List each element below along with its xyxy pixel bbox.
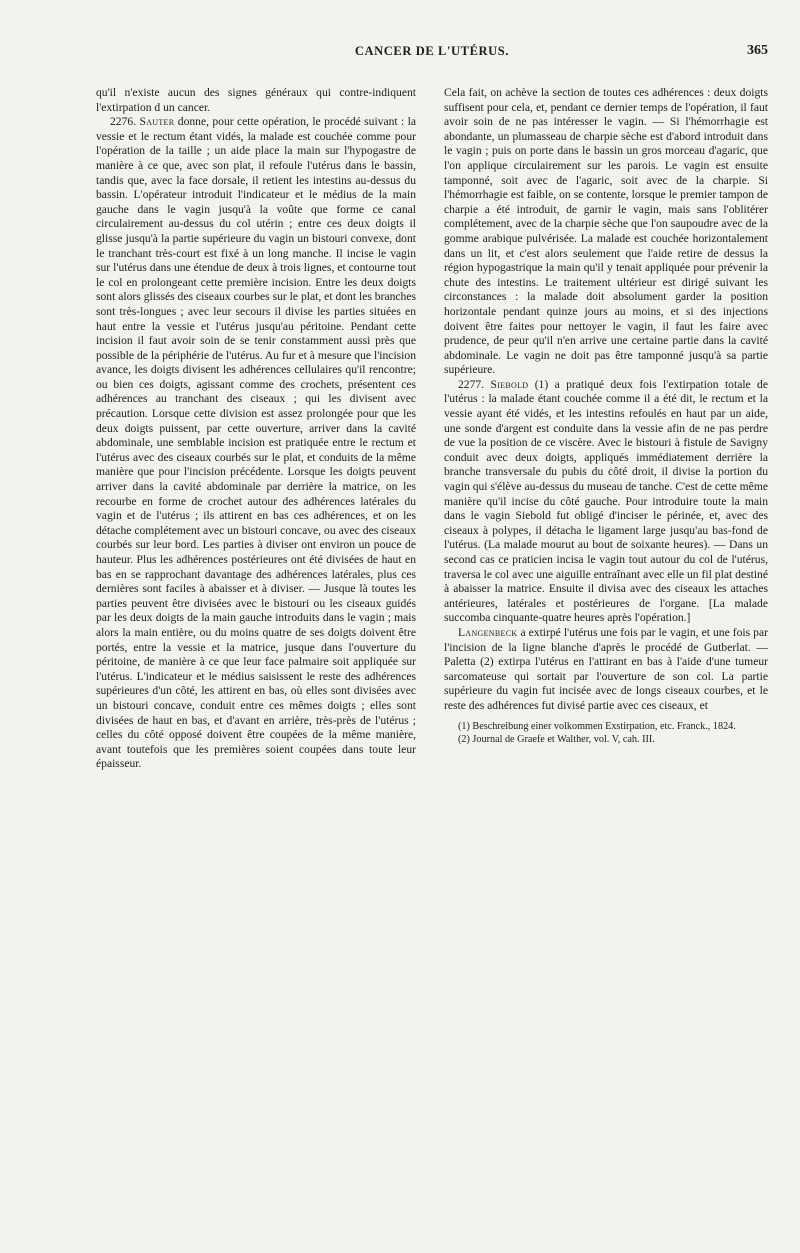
paragraph: qu'il n'existe aucun des signes généraux qui contre-indiquent l'extirpation d un cancer. (96, 86, 416, 114)
right-column (444, 86, 768, 746)
footnote: (1) Beschreibung einer volkommen Exstirpation, etc. Franck., 1824. (458, 720, 736, 732)
paragraph (444, 378, 768, 626)
author-name: Sauter (139, 115, 175, 129)
section-number: 2277. (458, 377, 491, 391)
paragraph-text: donne, pour cette opération, le procédé suivant : la vessie et le rectum étant vidés, la malade est couchée comme pour l'opération de la taille ; un aide place la main sur l'hypogastre de manière à ce que, avec son plat, il refoule l'utérus dans le bassin, tandis que, avec la face dorsale, il retient les intestins au-dessus du bassin. L'opérateur introduit l'indicateur et le médius de la main gauche dans le vagin jusqu'à la voûte que forme ce canal circulairement au-dessus du col utérin ; entre ces deux doigts il glisse jusqu'à la partie supérieure du vagin un bistouri convexe, dont le tranchant très-court est fixé à un long manche. Il incise le vagin sur l'utérus dans une étendue de deux à trois lignes, et contourne tout le col en prolongeant cette première incision. Entre les deux doigts sont alors glissés des ciseaux courbes sur le plat, et dont les branches sont très-longues ; avec leur secours il divise les parties situées en haut entre la vessie et l'utérus jusqu'au péritoine. Pendant cette incision il faut avoir soin de se tenir constamment aussi près que possible de la périphérie de l'utérus. Au fur et à mesure que l'incision avance, les doigts divisent les adhérences cellulaires qu'il rencontre; ou bien ces doigts, agissant comme des crochets, présentent ces adhérences au tranchant des ciseaux ; qui les divisent avec précaution. Lorsque cette division est assez prolongée pour que les deux doigts puissent, par cette ouverture, arriver dans la cavité abdominale, une semblable incision est pratiquée entre le rectum et l'utérus avec des ciseaux courbés sur le plat, et conduits de la même manière que pour l'incision précédente. Lorsque les doigts peuvent arriver dans la cavité abdominale par derrière la matrice, on les recourbe en forme de crochet autour des adhérences latérales du vagin et de l'utérus ; ils attirent en bas ces adhérences, et on les détache complétement avec un bistouri concave, ou avec des ciseaux courbés sur leur bord. Les parties à diviser ont environ un pouce de hauteur. Plus les adhérences postérieures ont été divisées de haut en bas en se rapprochant davantage des adhérences latérales, plus ces dernières sont faciles à abaisser et à diviser. — Jusque là toutes les parties peuvent être divisées avec le bistouri ou les ciseaux guidés par les deux doigts de la main gauche introduits dans le vagin ; mais alors la main entière, ou du moins quatre de ses doigts doivent être portés, entre la vessie et la matrice, jusque dans l'ouverture du péritoine, de manière à ce que leur face palmaire soit appliquée sur l'utérus. L'indicateur et le médius saisissent le reste des adhérences supérieures d'un côté, les attirent en bas, où elles sont divisées avec un bistouri concave, conduit entre ces mêmes doigts ; elles sont divisées de haut en bas, et d'avant en arrière, très-près de l'utérus ; celles du côté opposé doivent être coupées de la même manière, avant toutefois que les premières soient coupées dans toute leur épaisseur. (96, 115, 417, 771)
paragraph-text: (1) a pratiqué deux fois l'extirpation totale de l'utérus : la malade étant couchée comme il a été dit, le rectum et la vessie ayant été vidés, et les intestins refoulés en haut par un aide, une sonde d'argent est conduite dans la vessie afin de ne pas perdre de vue la position de ce viscère. Avec le bistouri à fistule de Savigny conduit avec deux doigts, appliqués immédiatement derrière la branche transversale du pubis du côté droit, il divise la portion du vagin qui s'élève au-dessus du museau de tanche. C'est de cette même manière qu'il incise du côté gauche. Pour introduire toute la main dans le vagin Siebold fut obligé d'inciser le périnée, et, avec des ciseaux à polypes, il détacha le ligament large jusqu'au bas-fond de l'utérus. (La malade mourut au bout de soixante heures). — Dans un second cas ce praticien incisa le vagin tout autour du col de l'utérus, traversa le col avec une aiguille entraînant avec elle un fil plat destiné à abaisser la matrice. Ensuite il divisa avec des ciseaux les attaches antérieures, latérales et postérieures de l'organe. [La malade succomba cinquante-quatre heures après l'opération.] (444, 377, 769, 625)
page-number: 365 (747, 43, 768, 58)
paragraph (444, 626, 768, 714)
section-number: 2276. (110, 115, 140, 129)
left-column (96, 86, 416, 772)
author-name: Siebold (490, 377, 529, 391)
author-name: Langenbeck (458, 625, 518, 639)
paragraph-text: a extirpé l'utérus une fois par le vagin, et une fois par l'incision de la ligne blanche d'après le procédé de Gutberlat. — Paletta (2) extirpa l'utérus en l'attirant en bas à l'aide d'une tumeur sarcomateuse qui sortait par l'ouverture de son col. La partie supérieure du vagin fut incisée avec de longs ciseaux courbes, et le reste des adhérences fut divisé partie avec ces ciseaux, et (444, 625, 768, 712)
running-title: CANCER DE L'UTÉRUS. (354, 44, 510, 58)
paragraph: Cela fait, on achève la section de toutes ces adhérences : deux doigts suffisent pour cela, et, pendant ce dernier temps de l'opération, il faut avoir soin de ne pas intéresser le vagin. — Si l'hémorrhagie est abondante, un plumasseau de charpie sèche est d'abord introduit dans le vagin ; puis on porte dans le bassin un gros morceau d'agaric, que l'on applique circulairement sur les parois. Le vagin est ensuite tamponné, soit avec de l'agaric, soit avec de la charpie. Si l'hémorrhagie est faible, on se contente, lorsque le premier tampon de charpie a été introduit, de garnir le vagin, mais sans l'oblitérer complétement, avec de la charpie sèche que l'on saupoudre avec de la gomme arabique pulvérisée. La malade est couchée horizontalement dans un lit, et c'est alors seulement que l'aide retire de dessus la région hypogastrique la main qu'il y tenait appliquée pour prévenir la chute des intestins. Le traitement ultérieur est dirigé suivant les circonstances : la malade doit absolument garder la position horizontale pendant quinze jours au moins, et si des injections doivent être faites pour nettoyer le vagin, il faut les faire avec prudence, de peur qu'il n'en arrive une certaine partie dans la cavité abdominale. Le vagin ne doit pas être tamponné jusqu'à sa partie supérieure. (444, 86, 768, 377)
running-head (96, 44, 768, 64)
footnote: (2) Journal de Graefe et Walther, vol. V, cah. III. (458, 733, 655, 745)
paragraph (96, 115, 416, 772)
